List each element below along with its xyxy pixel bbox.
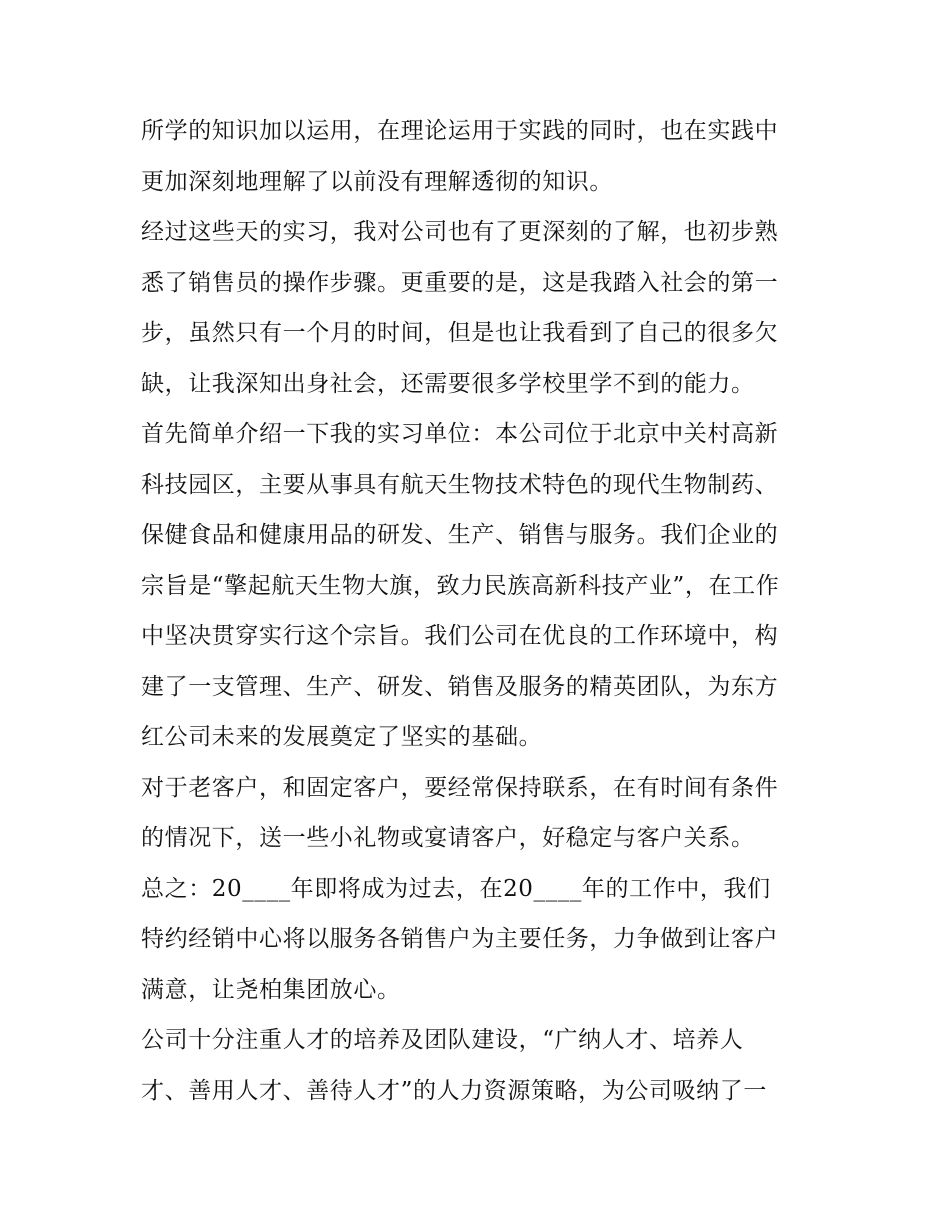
text-line: 的情况下，送一些小礼物或宴请客户，好稳定与客户关系。 [141, 825, 755, 851]
text-line: 宗旨是“擎起航天生物大旗，致力民族高新科技产业”，在工作 [141, 572, 780, 599]
text-line: 缺，让我深知出身社会，还需要很多学校里学不到的能力。 [141, 370, 755, 397]
text-line: 总之：20____年即将成为过去，在20____年的工作中，我们 [141, 875, 771, 902]
text-line: 公司十分注重人才的培养及团队建设，“广纳人才、培养人 [141, 1027, 744, 1053]
text-line: 红公司未来的发展奠定了坚实的基础。 [141, 724, 543, 750]
text-line: 经过这些天的实习，我对公司也有了更深刻的了解，也初步熟 [141, 219, 779, 245]
text-line: 科技园区，主要从事具有航天生物技术特色的现代生物制药、 [141, 471, 779, 498]
text-line: 才、善用人才、善待人才”的人力资源策略，为公司吸纳了一 [141, 1077, 767, 1104]
text-line: 首先简单介绍一下我的实习单位：本公司位于北京中关村高新 [141, 421, 779, 447]
text-line: 悉了销售员的操作步骤。更重要的是，这是我踏入社会的第一 [141, 269, 779, 296]
text-line: 所学的知识加以运用，在理论运用于实践的同时，也在实践中 [141, 118, 779, 144]
text-line: 满意，让尧柏集团放心。 [141, 976, 401, 1003]
text-line: 对于老客户，和固定客户，要经常保持联系，在有时间有条件 [141, 774, 779, 801]
text-line: 更加深刻地理解了以前没有理解透彻的知识。 [141, 168, 613, 195]
text-line: 特约经销中心将以服务各销售户为主要任务，力争做到让客户 [141, 926, 779, 952]
text-line: 步，虽然只有一个月的时间，但是也让我看到了自己的很多欠 [141, 320, 779, 346]
document-body [141, 106, 821, 1116]
text-line: 建了一支管理、生产、研发、销售及服务的精英团队，为东方 [141, 673, 779, 700]
text-line: 保健食品和健康用品的研发、生产、销售与服务。我们企业的 [141, 522, 779, 548]
text-line: 中坚决贯穿实行这个宗旨。我们公司在优良的工作环境中，构 [141, 623, 779, 649]
